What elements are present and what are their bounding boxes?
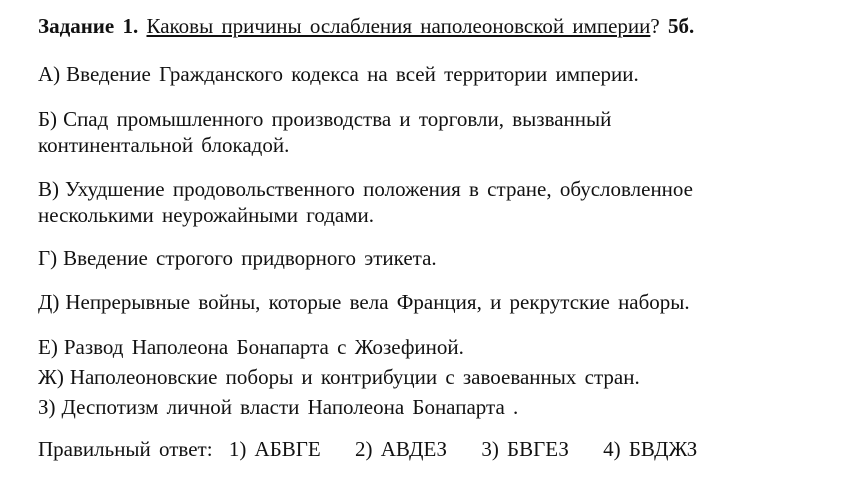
option-d (38, 289, 690, 315)
option-g (38, 245, 437, 271)
option-letter: В) (38, 177, 59, 201)
option-letter: Ж) (38, 365, 64, 389)
question-mark: ? (650, 14, 660, 38)
option-a (38, 61, 639, 87)
answer-line (38, 436, 723, 462)
option-letter: Б) (38, 107, 58, 131)
option-b-continuation (38, 132, 289, 158)
option-text: Непрерывные войны, которые вела Франция, и рекрутские наборы. (65, 290, 690, 314)
option-text: континентальной блокадой. (38, 133, 290, 157)
option-letter: А) (38, 62, 61, 86)
task-question: Каковы причины ослабления наполеоновской империи (146, 14, 651, 38)
answer-label: Правильный ответ: (38, 437, 213, 461)
option-text: Развод Наполеона Бонапарта с Жозефиной. (63, 335, 464, 359)
answer-choice-3: 3) БВГЕЗ (481, 437, 569, 461)
answer-choice-1: 1) АБВГЕ (228, 437, 321, 461)
task-points: 5б. (667, 14, 695, 38)
option-text: Деспотизм личной власти Наполеона Бонапарта . (61, 395, 519, 419)
option-letter: З) (38, 395, 56, 419)
option-text: несколькими неурожайными годами. (38, 203, 375, 227)
option-text: Спад промышленного производства и торговли, вызванный (63, 107, 612, 131)
option-z (38, 394, 518, 420)
option-v-continuation (38, 202, 374, 228)
option-text: Введение Гражданского кодекса на всей территории империи. (66, 62, 639, 86)
answer-choice-2: 2) АВДЕЗ (355, 437, 448, 461)
task-header (38, 13, 694, 39)
option-letter: Д) (38, 290, 60, 314)
option-zh (38, 364, 640, 390)
answer-choice-4: 4) БВДЖЗ (603, 437, 698, 461)
option-text: Наполеоновские поборы и контрибуции с завоеванных стран. (69, 365, 640, 389)
option-v (38, 176, 693, 202)
task-label: Задание 1. (38, 14, 139, 38)
option-e (38, 334, 464, 360)
option-b (38, 106, 611, 132)
option-letter: Е) (38, 335, 58, 359)
option-letter: Г) (38, 246, 58, 270)
option-text: Ухудшение продовольственного положения в стране, обусловленное (65, 177, 693, 201)
option-text: Введение строгого придворного этикета. (63, 246, 437, 270)
